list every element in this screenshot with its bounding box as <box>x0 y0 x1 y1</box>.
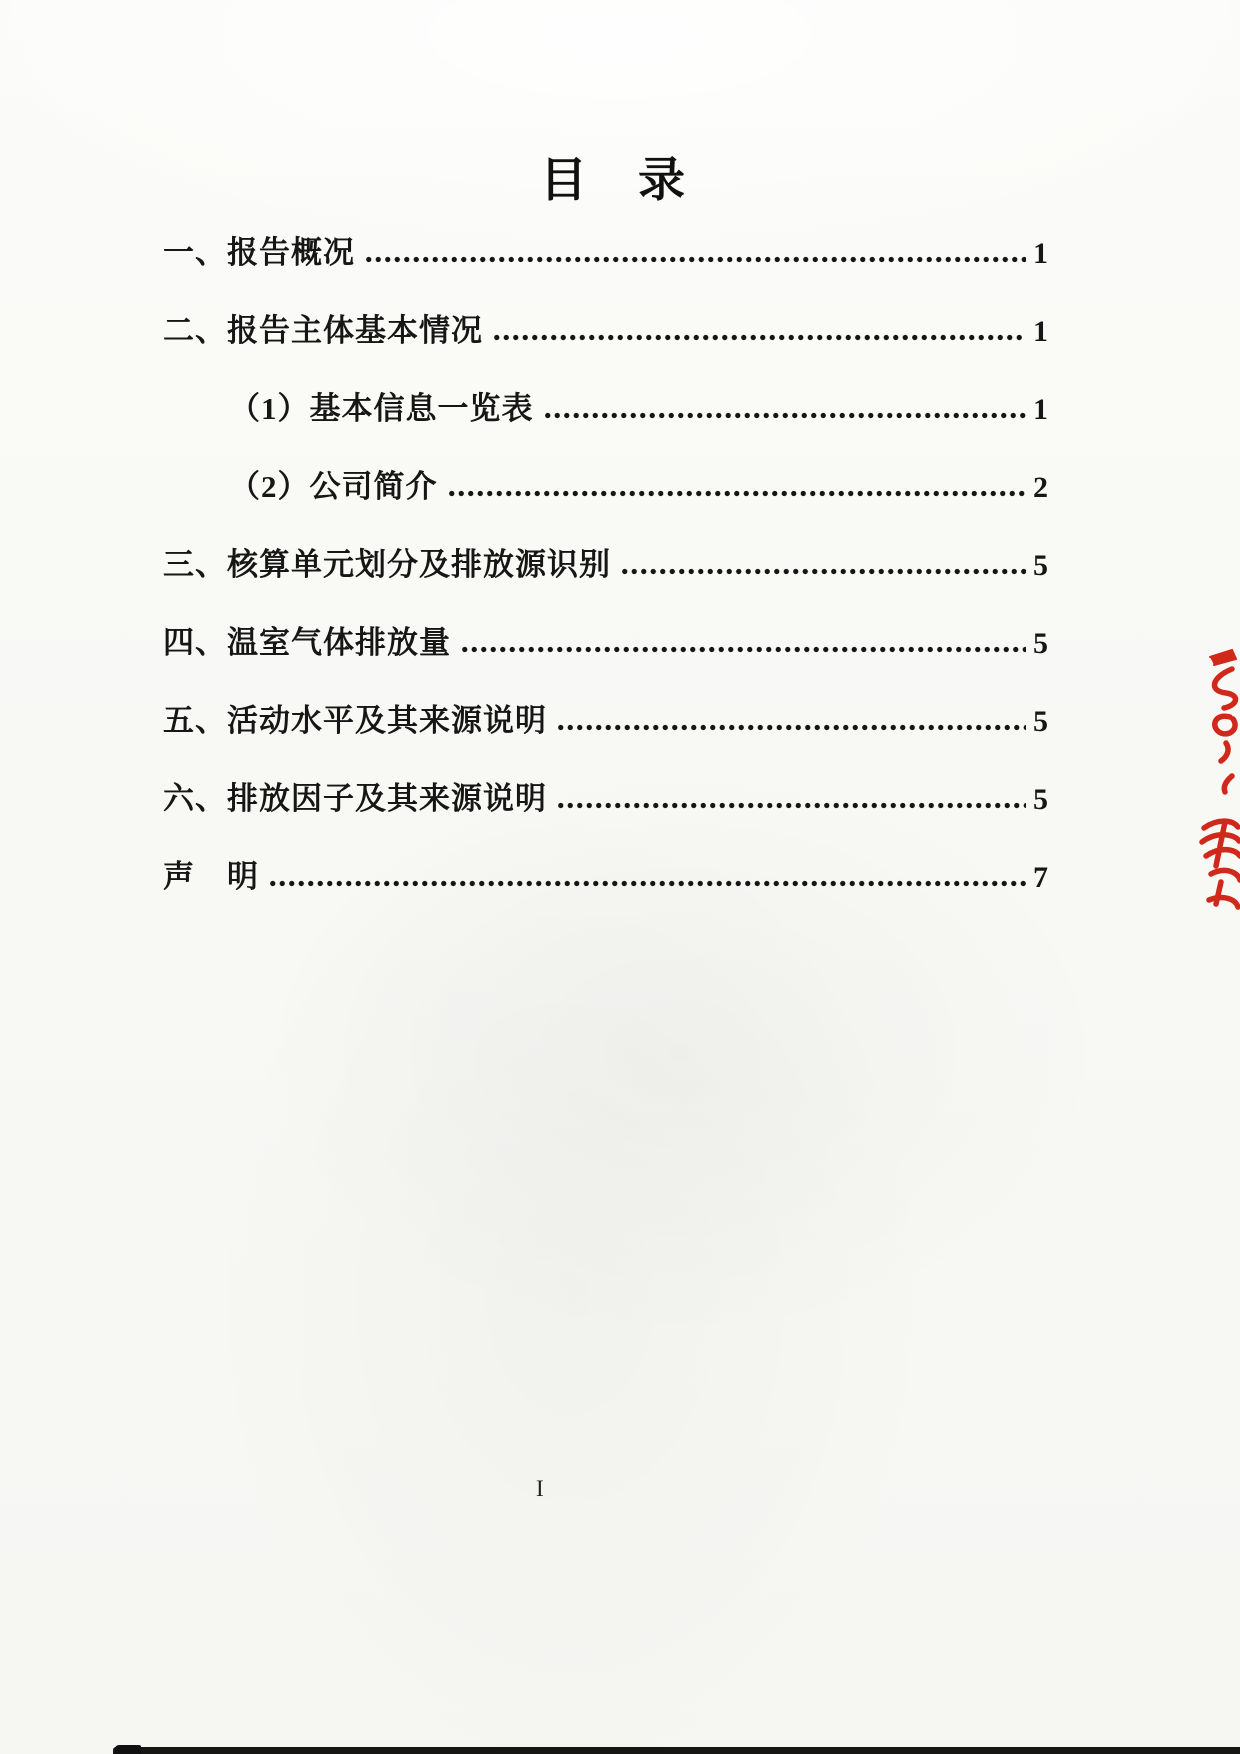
toc-entry-page: 7 <box>1033 861 1048 894</box>
red-handwriting-mark-lower <box>1194 770 1240 915</box>
toc-entry-label: 一、报告概况 <box>163 235 355 270</box>
dot-leader <box>556 802 1026 809</box>
dot-leader <box>460 646 1026 653</box>
footer-page-number: I <box>536 1476 544 1501</box>
dot-leader <box>556 724 1026 731</box>
toc-entry <box>163 544 1048 587</box>
dot-leader <box>447 490 1027 497</box>
toc-entry-page: 1 <box>1033 393 1048 426</box>
toc-entry <box>163 466 1048 509</box>
table-of-contents <box>163 232 1048 934</box>
toc-entry <box>163 232 1048 275</box>
dot-leader <box>492 334 1026 341</box>
toc-entry-page: 5 <box>1033 705 1048 738</box>
toc-entry <box>163 388 1048 431</box>
toc-entry-page: 1 <box>1033 237 1048 270</box>
toc-entry-label: （2）公司简介 <box>229 469 438 504</box>
toc-entry <box>163 700 1048 743</box>
toc-entry-page: 5 <box>1033 627 1048 660</box>
toc-entry-label: （1）基本信息一览表 <box>229 391 534 426</box>
toc-entry-page: 5 <box>1033 549 1048 582</box>
toc-entry-label: 二、报告主体基本情况 <box>163 313 483 348</box>
toc-entry <box>163 856 1048 899</box>
toc-entry-label: 三、核算单元划分及排放源识别 <box>163 547 611 582</box>
red-handwriting-mark-upper <box>1200 645 1240 767</box>
toc-entry-label: 六、排放因子及其来源说明 <box>163 781 547 816</box>
toc-entry-label: 五、活动水平及其来源说明 <box>163 703 547 738</box>
toc-entry-label: 四、温室气体排放量 <box>163 625 451 660</box>
page-title: 目 录 <box>540 155 687 207</box>
dot-leader <box>364 256 1026 263</box>
toc-entry <box>163 310 1048 353</box>
dot-leader <box>543 412 1027 419</box>
toc-entry-page: 1 <box>1033 315 1048 348</box>
toc-entry <box>163 622 1048 665</box>
dot-leader <box>620 568 1026 575</box>
dot-leader <box>268 880 1026 887</box>
scan-artifact-bar <box>113 1747 1240 1754</box>
toc-entry-page: 5 <box>1033 783 1048 816</box>
toc-entry-page: 2 <box>1033 471 1048 504</box>
toc-entry <box>163 778 1048 821</box>
toc-entry-label: 声 明 <box>163 859 259 894</box>
